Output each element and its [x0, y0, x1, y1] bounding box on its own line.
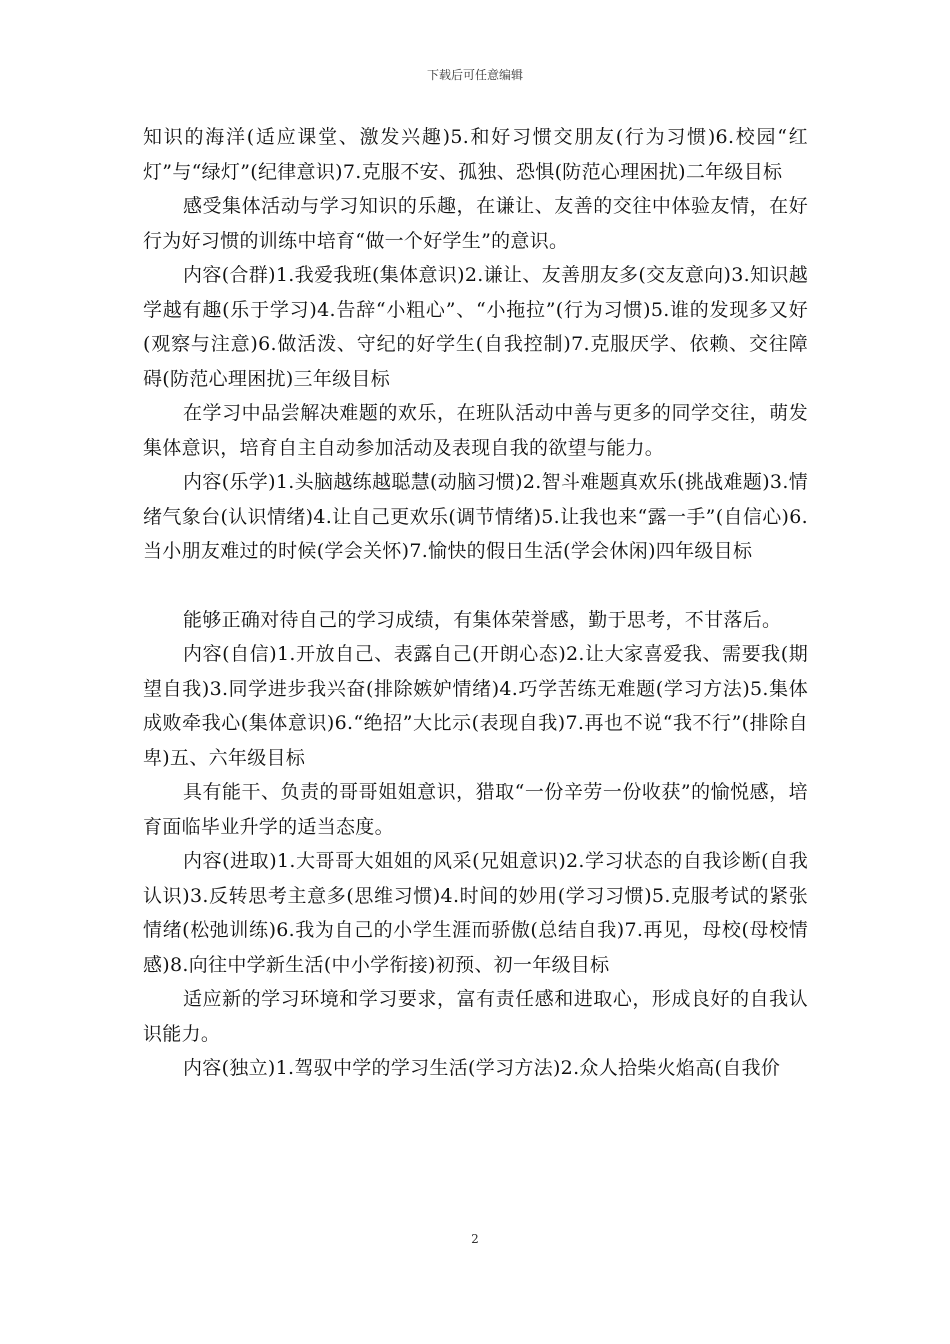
- paragraph-grade-four-goal: 能够正确对待自己的学习成绩，有集体荣誉感，勤于思考，不甘落后。: [183, 608, 782, 631]
- paragraph-grade-three-goal: 在学习中品尝解决难题的欢乐，在班队活动中善与更多的同学交往，萌发集体意识，培育自主自动参加活动及表现自我的欲望与能力。: [143, 402, 808, 459]
- page-header: 下载后可任意编辑: [426, 68, 523, 82]
- paragraph-grade-three-content: 内容(乐学)1.头脑越练越聪慧(动脑习惯)2.智斗难题真欢乐(挑战难题)3.情绪气象台(认识情绪)4.让自己更欢乐(调节情绪)5.让我也来“露一手”(自信心)6.当小朋友难过的时候(学会关怀)7.愉快的假日生活(学会休闲)四年级目标: [143, 471, 808, 562]
- document-body: [143, 120, 808, 1086]
- paragraph-junior-content: 内容(独立)1.驾驭中学的学习生活(学习方法)2.众人拾柴火焰高(自我价: [183, 1057, 781, 1079]
- paragraph-grade-four-content: 内容(自信)1.开放自己、表露自己(开朗心态)2.让大家喜爱我、需要我(期望自我)3.同学进步我兴奋(排除嫉妒情绪)4.巧学苦练无难题(学习方法)5.集体成败牵我心(集体意识)6.“绝招”大比示(表现自我)7.再也不说“我不行”(排除自卑)五、六年级目标: [143, 643, 808, 769]
- paragraph-grade-two-goal: 感受集体活动与学习知识的乐趣，在谦让、友善的交往中体验友情，在好行为好习惯的训练中培育“做一个好学生”的意识。: [143, 195, 808, 252]
- paragraph-grade-five-six-content: 内容(进取)1.大哥哥大姐姐的风采(兄姐意识)2.学习状态的自我诊断(自我认识)3.反转思考主意多(思维习惯)4.时间的妙用(学习习惯)5.克服考试的紧张情绪(松弛训练)6.我为自己的小学生涯而骄傲(总结自我)7.再见，母校(母校情感)8.向往中学新生活(中小学衔接)初预、初一年级目标: [143, 850, 808, 976]
- paragraph-grade-one-content: 知识的海洋(适应课堂、激发兴趣)5.和好习惯交朋友(行为习惯)6.校园“红灯”与“绿灯”(纪律意识)7.克服不安、孤独、恐惧(防范心理困扰)二年级目标: [143, 126, 808, 183]
- paragraph-grade-two-content: 内容(合群)1.我爱我班(集体意识)2.谦让、友善朋友多(交友意向)3.知识越学越有趣(乐于学习)4.告辞“小粗心”、“小拖拉”(行为习惯)5.谁的发现多又好(观察与注意)6.做活泼、守纪的好学生(自我控制)7.克服厌学、依赖、交往障碍(防范心理困扰)三年级目标: [143, 264, 808, 390]
- page-number: 2: [471, 1232, 479, 1246]
- paragraph-spacer: [143, 569, 808, 603]
- paragraph-grade-five-six-goal: 具有能干、负责的哥哥姐姐意识，猎取“一份辛劳一份收获”的愉悦感，培育面临毕业升学的适当态度。: [143, 781, 808, 838]
- paragraph-junior-goal: 适应新的学习环境和学习要求，富有责任感和进取心，形成良好的自我认识能力。: [143, 988, 808, 1045]
